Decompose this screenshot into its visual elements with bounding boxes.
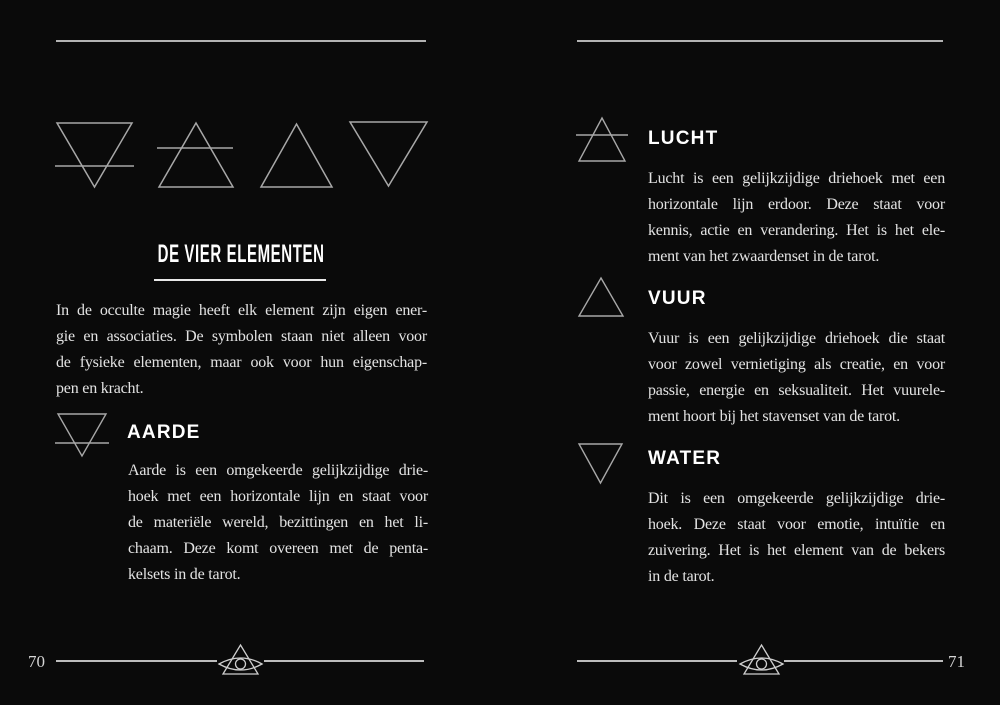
text-line: hoek met een horizontale lijn en staat voor <box>128 488 428 505</box>
text-line: Dit is een omgekeerde gelijkzijdige drie- <box>648 490 945 507</box>
text-line: chaam. Deze komt overeen met de penta- <box>128 540 428 557</box>
section-heading-lucht: LUCHT <box>648 128 719 149</box>
text-line: Vuur is een gelijkzijdige driehoek die staat <box>648 330 945 347</box>
text-line: in de tarot. <box>648 568 715 585</box>
text-line: passie, energie en seksualiteit. Het vuurele- <box>648 382 945 399</box>
right-page <box>500 0 1000 705</box>
text-line: Lucht is een gelijkzijdige driehoek met een <box>648 170 945 187</box>
text-line: kelsets in de tarot. <box>128 566 241 583</box>
air-symbol-icon <box>156 121 234 189</box>
text-line: voor zowel vernietiging als creatie, en voor <box>648 356 945 373</box>
all-seeing-eye-icon <box>218 643 263 676</box>
text-line: gie en associaties. De symbolen staan niet alleen voor <box>56 328 427 345</box>
lucht-paragraph <box>648 166 945 270</box>
earth-symbol-icon <box>55 121 134 189</box>
text-line: de materiële wereld, bezittingen en het li- <box>128 514 428 531</box>
text-line: ment van het zwaardenset in de tarot. <box>648 248 880 265</box>
text-line: zuivering. Het is het element van de bekers <box>648 542 945 559</box>
aarde-paragraph <box>128 458 428 588</box>
section-heading-water: WATER <box>648 448 722 469</box>
water-symbol-icon <box>577 442 624 485</box>
page-title: DE VIER ELEMENTEN <box>157 240 325 268</box>
top-rule-left <box>56 40 426 42</box>
fire-symbol-icon <box>259 122 334 189</box>
footer-rule-right-2 <box>784 660 943 662</box>
footer-rule-left-1 <box>56 660 217 662</box>
page-number-right: 71 <box>948 652 965 671</box>
earth-symbol-icon <box>55 412 109 459</box>
section-heading-vuur: VUUR <box>648 288 707 309</box>
top-rule-right <box>577 40 943 42</box>
footer-rule-right-1 <box>577 660 737 662</box>
text-line: hoek. Deze staat voor emotie, intuïtie en <box>648 516 945 533</box>
text-line: kennis, actie en verandering. Het is het ele- <box>648 222 945 239</box>
intro-paragraph <box>56 298 427 402</box>
text-line: ment hoort bij het stavenset van de tarot. <box>648 408 900 425</box>
section-heading-aarde: AARDE <box>127 422 201 443</box>
all-seeing-eye-icon <box>739 643 784 676</box>
water-symbol-icon <box>348 120 429 188</box>
text-line: de fysieke elementen, maar ook voor hun eigenschap- <box>56 354 427 371</box>
text-line: Aarde is een omgekeerde gelijkzijdige drie- <box>128 462 428 479</box>
text-line: pen en kracht. <box>56 380 144 397</box>
text-line: horizontale lijn erdoor. Deze staat voor <box>648 196 945 213</box>
footer-rule-left-2 <box>264 660 424 662</box>
vuur-paragraph <box>648 326 945 430</box>
title-underline <box>154 279 326 281</box>
page-number-left: 70 <box>28 652 45 671</box>
water-paragraph <box>648 486 945 590</box>
text-line: In de occulte magie heeft elk element zijn eigen ener- <box>56 302 427 319</box>
fire-symbol-icon <box>577 276 625 318</box>
air-symbol-icon <box>575 115 629 163</box>
